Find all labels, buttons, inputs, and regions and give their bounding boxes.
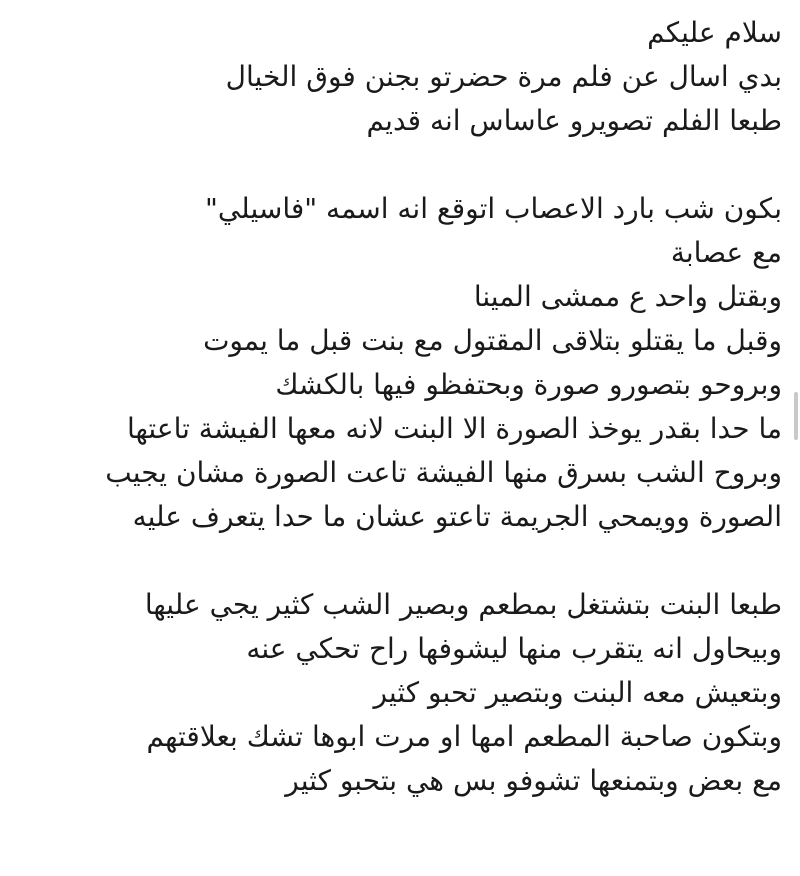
blank-line — [22, 539, 782, 583]
post-line: طبعا الفلم تصويرو عاساس انه قديم — [366, 104, 782, 137]
post-line: بكون شب بارد الاعصاب اتوقع انه اسمه "فاسيلي" — [204, 192, 782, 225]
scrollbar-thumb[interactable] — [794, 392, 798, 440]
post-line: مع بعض وبتمنعها تشوفو بس هي بتحبو كثير — [285, 764, 782, 797]
post-line: سلام عليكم — [647, 16, 782, 49]
post-line: وبروح الشب بسرق منها الفيشة تاعت الصورة مشان يجيب الصورة وويمحي الجريمة تاعتو عشان ما حدا يتعرف عليه — [105, 456, 782, 533]
post-line: وقبل ما يقتلو بتلاقى المقتول مع بنت قبل ما يموت — [203, 324, 782, 357]
post-line: ما حدا بقدر يوخذ الصورة الا البنت لانه معها الفيشة تاعتها — [126, 412, 782, 445]
post-line: بدي اسال عن فلم مرة حضرتو بجنن فوق الخيال — [225, 60, 782, 93]
post-line: مع عصابة — [670, 236, 782, 269]
post-line: وبروحو بتصورو صورة وبحتفظو فيها بالكشك — [275, 368, 782, 401]
post-line: وبيحاول انه يتقرب منها ليشوفها راح تحكي عنه — [246, 632, 782, 665]
blank-line — [22, 143, 782, 187]
post-line: وبقتل واحد ع ممشى المينا — [473, 280, 782, 313]
post-line: وبتكون صاحبة المطعم امها او مرت ابوها تشك بعلاقتهم — [146, 720, 782, 753]
post-line: طبعا البنت بتشتغل بمطعم وبصير الشب كثير يجي عليها — [144, 588, 782, 621]
post-line: وبتعيش معه البنت وبتصير تحبو كثير — [373, 676, 782, 709]
